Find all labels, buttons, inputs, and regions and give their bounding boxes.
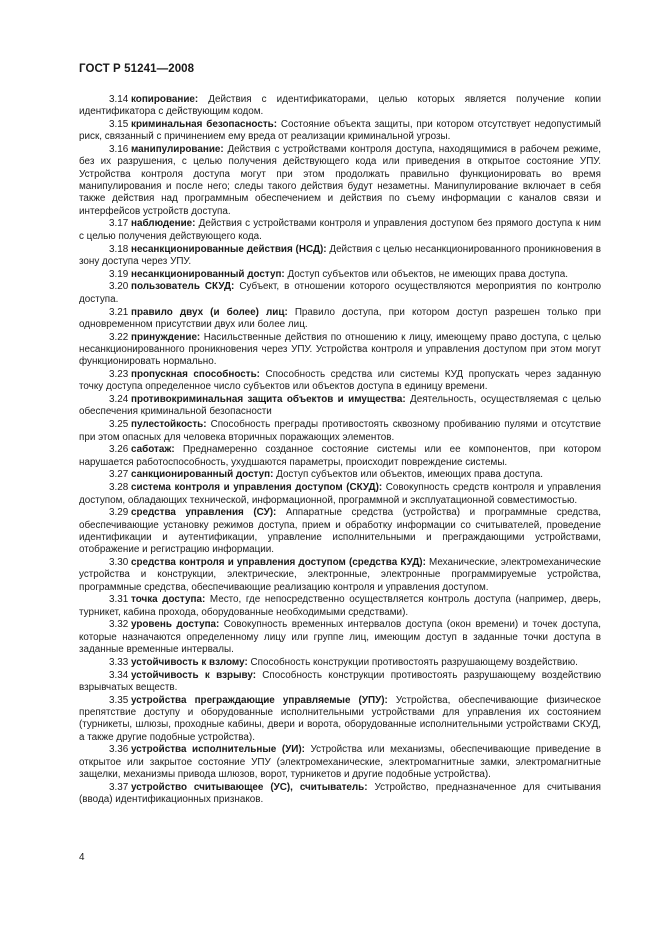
definition-entry bbox=[79, 557, 601, 594]
entry-definition: Состояние объекта защиты, при котором отсутствует недопустимый риск, связанный с причинением ему вреда от реализации криминальной угрозы. bbox=[79, 119, 601, 143]
entry-number: 3.32 bbox=[109, 619, 129, 631]
definition-entry bbox=[79, 144, 601, 218]
definition-entry bbox=[79, 744, 601, 781]
definition-entry bbox=[79, 657, 601, 669]
entry-definition: Устройства или механизмы, обеспечивающие приведение в открытое или закрытое состояние УПУ (электромеханические, электромагнитные замки, электромагнитные защелки, механизмы привода шлюзов, ворот, турникетов и другие подобные устройства). bbox=[79, 744, 601, 781]
entry-number: 3.25 bbox=[109, 419, 129, 431]
entry-number: 3.21 bbox=[109, 306, 129, 318]
entry-number: 3.20 bbox=[109, 281, 129, 293]
entry-number: 3.22 bbox=[109, 331, 129, 343]
definition-entry bbox=[79, 695, 601, 744]
document-header: ГОСТ Р 51241—2008 bbox=[79, 63, 195, 75]
entry-definition: Способность преграды противостоять сквозному пробиванию пулями и отсутствие при этом опасных для человека вторичных поражающих элементов. bbox=[79, 419, 601, 443]
entry-number: 3.24 bbox=[109, 394, 129, 406]
entry-definition: Место, где непосредственно осуществляется контроль доступа (например, дверь, турникет, кабина прохода, оборудованные необходимыми средствами). bbox=[79, 594, 602, 618]
entry-number: 3.29 bbox=[109, 507, 129, 519]
definition-entry bbox=[79, 281, 601, 306]
entry-number: 3.15 bbox=[109, 119, 129, 131]
entry-definition: Совокупность временных интервалов доступа (окон времени) и точек доступа, которые назначаются определенному лицу или группе лиц, имеющим доступ в заданные точки доступа в заданные временные интервалы. bbox=[79, 619, 601, 656]
entry-definition: Действия с целью несанкционированного проникновения в зону доступа через УПУ. bbox=[79, 243, 601, 267]
entry-definition: Доступ субъектов или объектов, имеющих права доступа. bbox=[276, 469, 543, 481]
entry-definition: Совокупность средств контроля и управления доступом, обладающих технической, информационной, программной и эксплуатационной совместимостью. bbox=[79, 482, 601, 506]
definitions-list bbox=[79, 94, 601, 807]
entry-definition: Действия с идентификаторами, целью которых является получение копии идентификатора с действующим кодом. bbox=[79, 94, 601, 118]
entry-definition: Аппаратные средства (устройства) и программные средства, обеспечивающие установку режимов доступа, прием и обработку информации со считывателей, проведение идентификации и аутентификации, управление исполнительными и преграждающими устройствами, отображение и регистрацию информации. bbox=[79, 507, 601, 556]
definition-entry bbox=[79, 269, 601, 281]
entry-number: 3.14 bbox=[109, 94, 129, 105]
definition-entry bbox=[79, 369, 601, 394]
entry-number: 3.19 bbox=[109, 268, 129, 280]
definition-entry bbox=[79, 419, 601, 444]
entry-term: устойчивость к взрыву: bbox=[131, 669, 256, 681]
entry-term: устройство считывающее (УС), считыватель: bbox=[131, 781, 368, 793]
entry-term: пользователь СКУД: bbox=[131, 281, 235, 293]
entry-number: 3.33 bbox=[109, 656, 129, 668]
entry-term: средства управления (СУ): bbox=[131, 507, 277, 519]
entry-term: принуждение: bbox=[131, 331, 201, 343]
entry-term: саботаж: bbox=[131, 444, 175, 456]
definition-entry bbox=[79, 507, 601, 556]
entry-term: копирование: bbox=[131, 94, 199, 105]
entry-number: 3.23 bbox=[109, 369, 129, 381]
entry-definition: Механические, электромеханические устройства и конструкции, электрические, электронные, электронные программируемые устройства, программные средства, обеспечивающие реализацию контроля и управления доступом. bbox=[79, 556, 601, 593]
entry-term: правило двух (и более) лиц: bbox=[131, 306, 288, 318]
entry-definition: Насильственные действия по отношению к лицу, имеющему право доступа, с целью несанкционированного проникновения через УПУ. Устройства контроля и управления доступом при этом могут функционировать нормально. bbox=[79, 331, 601, 368]
entry-number: 3.31 bbox=[109, 594, 129, 606]
entry-term: криминальная безопасность: bbox=[131, 119, 278, 131]
entry-number: 3.28 bbox=[109, 482, 129, 494]
entry-definition: Способность конструкции противостоять разрушающему воздействию взрывчатых веществ. bbox=[79, 669, 601, 693]
entry-number: 3.34 bbox=[109, 669, 129, 681]
definition-entry bbox=[79, 782, 601, 807]
entry-definition: Устройство, предназначенное для считывания (ввода) идентификационных признаков. bbox=[79, 781, 601, 806]
entry-term: пулестойкость: bbox=[131, 419, 207, 431]
entry-number: 3.36 bbox=[109, 744, 129, 756]
entry-term: устойчивость к взлому: bbox=[131, 656, 248, 668]
entry-number: 3.30 bbox=[109, 556, 129, 568]
definition-entry bbox=[79, 119, 601, 144]
definition-entry bbox=[79, 594, 601, 619]
entry-definition: Субъект, в отношении которого осуществляются мероприятия по контролю доступа. bbox=[79, 281, 601, 305]
entry-term: система контроля и управления доступом (СКУД): bbox=[131, 482, 383, 494]
entry-number: 3.16 bbox=[109, 144, 129, 156]
definition-entry bbox=[79, 94, 601, 119]
entry-number: 3.17 bbox=[109, 218, 129, 230]
entry-term: пропускная способность: bbox=[131, 369, 260, 381]
entry-term: устройства исполнительные (УИ): bbox=[131, 744, 305, 756]
entry-number: 3.35 bbox=[109, 694, 129, 706]
definition-entry bbox=[79, 619, 601, 656]
entry-definition: Действия с устройствами контроля и управления доступом без прямого доступа к ним с целью получения действующего кода. bbox=[79, 218, 601, 242]
definition-entry bbox=[79, 307, 601, 332]
entry-term: уровень доступа: bbox=[131, 619, 220, 631]
entry-term: несанкционированный доступ: bbox=[131, 268, 285, 280]
entry-term: манипулирование: bbox=[131, 144, 224, 156]
entry-term: санкционированный доступ: bbox=[131, 469, 274, 481]
entry-number: 3.37 bbox=[109, 781, 129, 793]
entry-definition: Деятельность, осуществляемая с целью обеспечения криминальной безопасности bbox=[79, 394, 602, 418]
definition-entry bbox=[79, 394, 601, 419]
entry-definition: Способность средства или системы КУД пропускать через заданную точку доступа определенное число субъектов или объектов доступа в единицу времени. bbox=[79, 369, 601, 393]
definition-entry bbox=[79, 482, 601, 507]
entry-definition: Действия с устройствами контроля доступа, находящимися в рабочем режиме, без их разрушения, с целью получения действующего кода или приведения в открытое состояние УПУ. Устройства контроля доступа могут при этом продолжать правильно функционировать во время манипулирования и после него; следы такого действия будут незаметны. Манипулирование включает в себя также действия над программным обеспечением и действия по съему информации с каналов связи и интерфейсов устройств доступа. bbox=[79, 144, 601, 217]
entry-number: 3.26 bbox=[109, 444, 129, 456]
entry-definition: Преднамеренно созданное состояние системы или ее компонентов, при котором нарушается работоспособность, ухудшаются параметры, происходит повреждение системы. bbox=[79, 444, 601, 468]
definition-entry bbox=[79, 244, 601, 269]
definition-entry bbox=[79, 332, 601, 369]
entry-definition: Правило доступа, при котором доступ разрешен только при одновременном присутствии двух или более лиц. bbox=[79, 306, 601, 330]
definition-entry bbox=[79, 444, 601, 469]
entry-definition: Устройства, обеспечивающие физическое препятствие доступу и оборудованные исполнительными устройствами для управления их состоянием (турникеты, шлюзы, проходные кабины, двери и ворота, оборудованные исполнительными устройствами СКУД, а также другие подобные устройства). bbox=[79, 694, 601, 743]
definition-entry bbox=[79, 670, 601, 695]
entry-number: 3.27 bbox=[109, 469, 129, 481]
entry-term: точка доступа: bbox=[131, 594, 206, 606]
entry-term: наблюдение: bbox=[131, 218, 196, 230]
entry-definition: Доступ субъектов или объектов, не имеющих права доступа. bbox=[287, 268, 569, 280]
entry-definition: Способность конструкции противостоять разрушающему воздействию. bbox=[250, 656, 578, 668]
entry-term: несанкционированные действия (НСД): bbox=[131, 243, 327, 255]
entry-term: устройства преграждающие управляемые (УПУ): bbox=[131, 694, 388, 706]
definition-entry bbox=[79, 469, 601, 481]
entry-term: средства контроля и управления доступом (средства КУД): bbox=[131, 556, 426, 568]
entry-term: противокриминальная защита объектов и имущества: bbox=[131, 394, 406, 406]
definition-entry bbox=[79, 218, 601, 243]
entry-number: 3.18 bbox=[109, 243, 129, 255]
page-number: 4 bbox=[79, 852, 85, 863]
